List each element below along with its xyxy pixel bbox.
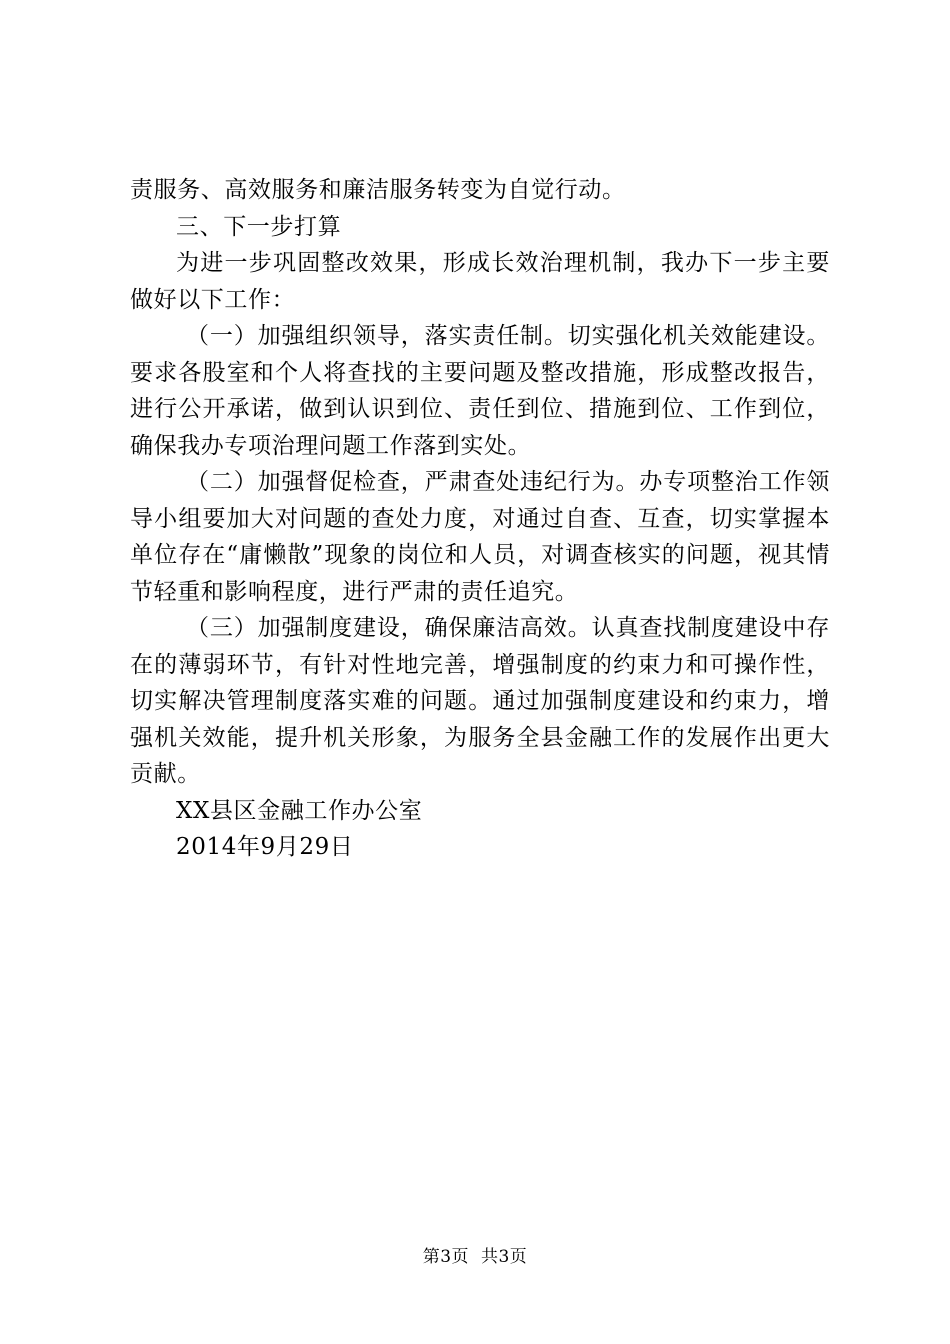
paragraph-intro: 为进一步巩固整改效果，形成长效治理机制，我办下一步主要做好以下工作：	[130, 250, 830, 313]
paragraph-item-2: （二）加强督促检查，严肃查处违纪行为。办专项整治工作领导小组要加大对问题的查处力度，对通过自查、互查，切实掌握本单位存在“庸懒散”现象的岗位和人员，对调查核实的问题，视其情节轻重和影响程度，进行严肃的责任追究。	[130, 469, 830, 605]
signature-date: 2014年9月29日	[176, 834, 354, 860]
page-total: 共3页	[480, 1247, 528, 1267]
page-number: 第3页	[422, 1247, 470, 1267]
paragraph-closing-line: 责服务、高效服务和廉洁服务转变为自觉行动。	[130, 177, 626, 203]
section-heading-next-steps: 三、下一步打算	[176, 213, 342, 240]
page-footer	[0, 1242, 950, 1267]
paragraph-item-3: （三）加强制度建设，确保廉洁高效。认真查找制度建设中存在的薄弱环节，有针对性地完善，增强制度的约束力和可操作性，切实解决管理制度落实难的问题。通过加强制度建设和约束力，增强机关效能，提升机关形象，为服务全县金融工作的发展作出更大贡献。	[130, 615, 830, 787]
document-body	[130, 172, 830, 866]
signature-organization: XX县区金融工作办公室	[176, 797, 423, 824]
paragraph-item-1: （一）加强组织领导，落实责任制。切实强化机关效能建设。要求各股室和个人将查找的主要问题及整改措施，形成整改报告，进行公开承诺，做到认识到位、责任到位、措施到位、工作到位，确保我办专项治理问题工作落到实处。	[130, 323, 830, 459]
